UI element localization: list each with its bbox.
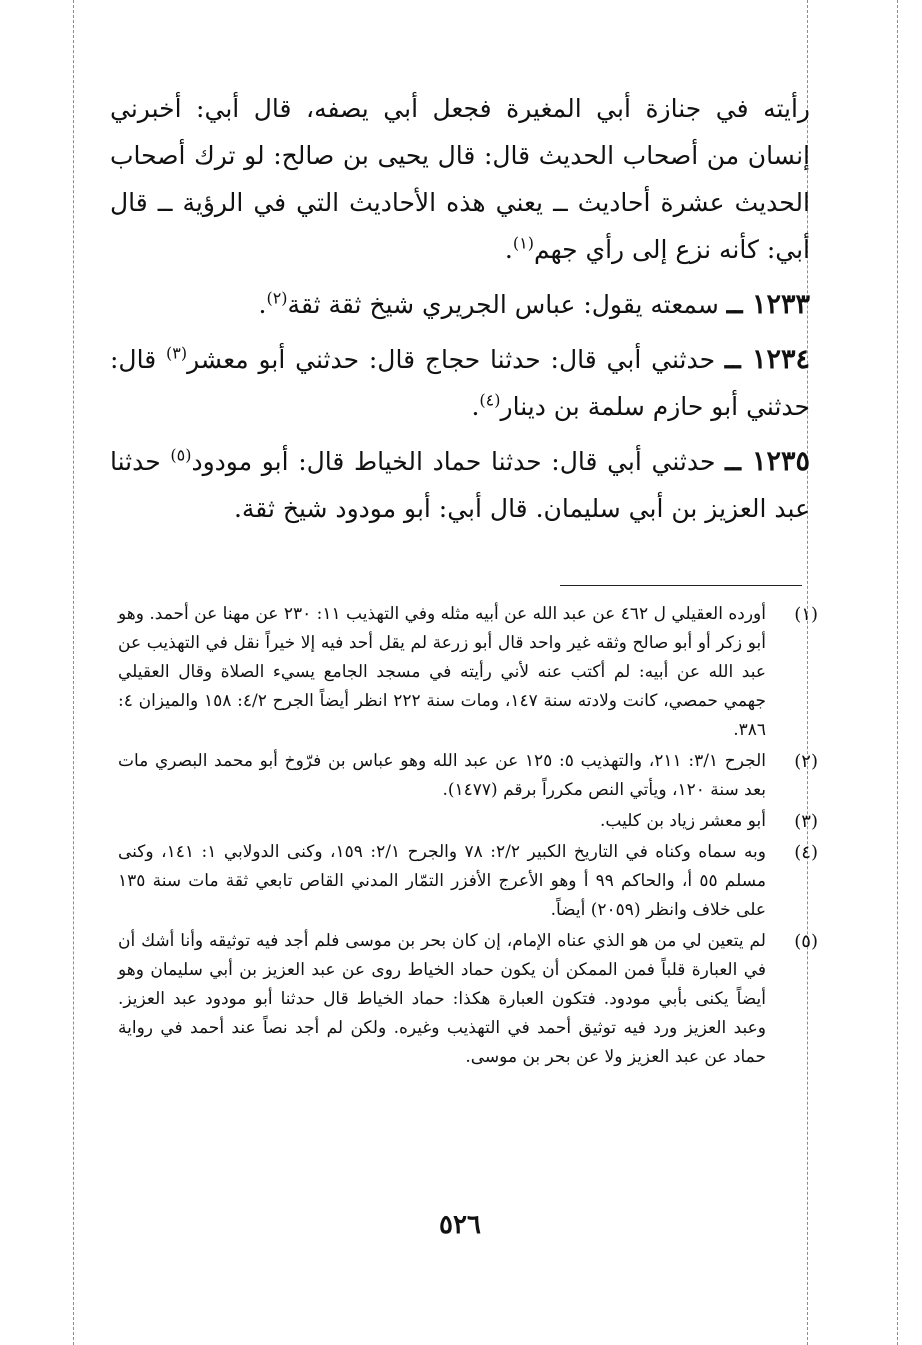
footnote-2 (118, 747, 818, 805)
paragraph-text: رأيته في جنازة أبي المغيرة فجعل أبي يصفه، قال أبي: أخبرني إنسان من أصحاب الحديث قال: قال يحيى بن صالح: لو ترك أصحاب الحديث عشرة أحاديث ــ يعني هذه الأحاديث التي في الرؤية ــ قال أبي: كأنه نزع إلى رأي جهم (110, 94, 810, 264)
footnote-number: (٣) (794, 811, 818, 832)
paragraph-text: حدثني أبي قال: حدثنا حماد الخياط قال: أبو مودود (191, 447, 716, 476)
hadith-number: ١٢٣٥ ــ (725, 446, 810, 477)
footnote-4 (118, 838, 818, 925)
footnote-text: لم يتعين لي من هو الذي عناه الإمام، إن كان بحر بن موسى فلم أجد فيه توثيقه وأنا أشك أن في العبارة قلباً فمن الممكن أن يكون حماد الخياط روى عن عبد العزيز بن أبي سليمان وهو أيضاً يكنى بأبي مودود. فتكون العبارة هكذا: حماد الخياط قال حدثنا أبو مودود عبد العزيز. وعبد العزيز ورد فيه توثيق أحمد في التهذيب وغيره. ولكن لم أجد نصاً عند أحمد في رواية حماد عن عبد العزيز ولا عن بحر بن موسى. (118, 931, 766, 1067)
paragraph-1233: ١٢٣٣ ــ سمعته يقول: عباس الجريري شيخ ثقة ثقة$^{(٢)}$. (258, 288, 810, 320)
footnote-text: أبو معشر زياد بن كليب. (599, 811, 766, 831)
footnote-text: أورده العقيلي ل ٤٦٢ عن عبد الله عن أبيه مثله وفي التهذيب ١١: ٢٣٠ عن مهنا عن أحمد. وهو أبو زكر أو أبو صالح وثقه غير واحد قال أبو زرعة لم يقل أحد فيه إلا خيراً نقل في التهذيب عن عبد الله عن أبيه: لم أكتب عنه لأني رأيته في مسجد الجامع يسيء الصلاة وقال العقيلي جهمي حمصي، كانت ولادته سنة ١٤٧، ومات سنة ٢٢٢ انظر أيضاً الجرح ٤/٢: ١٥٨ والميزان ٤: ٣٨٦. (118, 604, 766, 740)
paragraph-1235: ١٢٣٥ ــ حدثني أبي قال: حدثنا حماد الخياط قال: أبو مودود$^{(٥)}$ حدثنا عبد العزيز بن أبي سليمان. قال أبي: أبو مودود شيخ ثقة. (110, 445, 810, 523)
paragraph-text: حدثني أبي قال: حدثنا حجاج قال: حدثني أبو معشر (187, 345, 716, 374)
paragraph-text: سمعته يقول: عباس الجريري شيخ ثقة ثقة (287, 290, 719, 319)
main-text (110, 85, 810, 540)
footnote-text: وبه سماه وكناه في التاريخ الكبير ٢/٢: ٧٨ والجرح ٢/١: ١٥٩، وكنى الدولابي ١: ١٤١، وكنى مسلم ٥٥ أ، والحاكم ٩٩ أ وهو الأعرج الأفزر التمّار المدني القاص تابعي ثقة مات سنة ١٣٥ على خلاف وانظر (٢٠٥٩) أيضاً. (118, 842, 767, 920)
footnote-number: (٥) (794, 931, 818, 952)
footnote-ref: (٤) (479, 390, 501, 410)
hadith-number: ١٢٣٣ ــ (726, 289, 810, 320)
hadith-number: ١٢٣٤ ــ (724, 344, 810, 375)
footnote-ref: (٥) (170, 445, 192, 465)
footnote-ref: (٣) (166, 343, 188, 363)
footnote-1 (118, 600, 818, 745)
footnote-ref: (٢) (266, 288, 288, 308)
footnote-separator (560, 585, 802, 586)
scan-guide-line-edge (897, 0, 898, 1345)
scan-guide-line-left (73, 0, 74, 1345)
footnote-number: (١) (794, 604, 818, 625)
footnotes (118, 600, 818, 1074)
footnote-ref: (١) (512, 233, 534, 253)
paragraph-text: حدثنا عبد العزيز بن أبي سليمان. قال أبي: أبو مودود شيخ ثقة (110, 447, 810, 523)
paragraph-continuation: رأيته في جنازة أبي المغيرة فجعل أبي يصفه، قال أبي: أخبرني إنسان من أصحاب الحديث قال: قال يحيى بن صالح: لو ترك أصحاب الحديث عشرة أحاديث ــ يعني هذه الأحاديث التي في الرؤية ــ قال أبي: كأنه نزع إلى رأي جهم$^{(١)}$. (110, 94, 810, 264)
footnote-text: الجرح ٣/١: ٢١١، والتهذيب ٥: ١٢٥ عن عبد الله وهو عباس بن فرّوخ أبو محمد البصري مات بعد سنة ١٢٠، ويأتي النص مكرراً برقم (١٤٧٧). (118, 751, 766, 800)
paragraph-text: قال: حدثني أبو حازم سلمة بن دينار (110, 345, 810, 421)
footnote-number: (٤) (794, 842, 818, 863)
footnote-3 (118, 807, 818, 836)
footnote-5 (118, 927, 818, 1072)
page-number: ٥٢٦ (439, 1210, 481, 1240)
paragraph-1234: ١٢٣٤ ــ حدثني أبي قال: حدثنا حجاج قال: حدثني أبو معشر$^{(٣)}$ قال: حدثني أبو حازم سلمة بن دينار$^{(٤)}$. (110, 343, 810, 421)
footnote-number: (٢) (794, 751, 818, 772)
